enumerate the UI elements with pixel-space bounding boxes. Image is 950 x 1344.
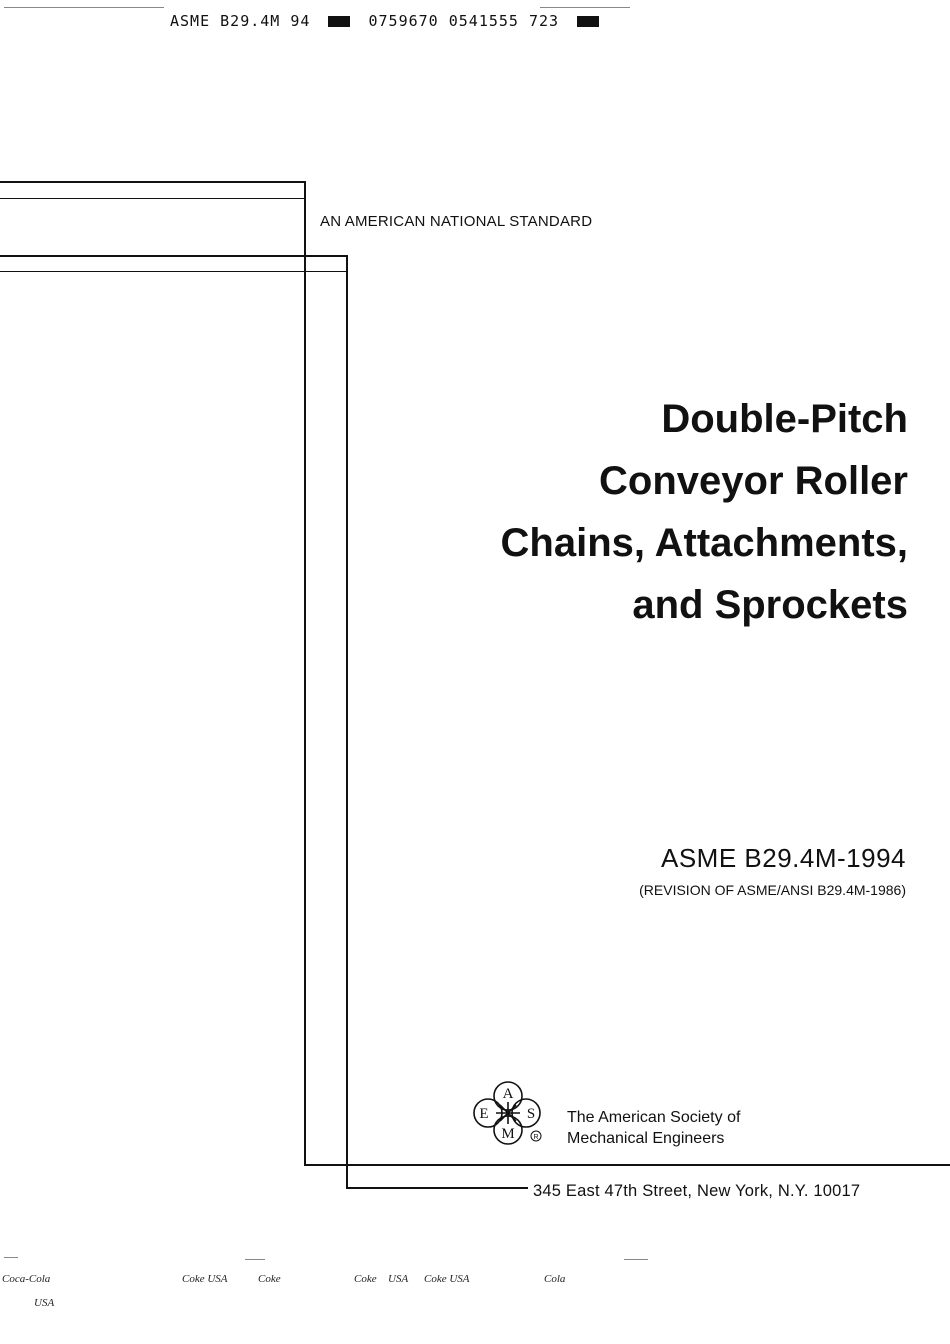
revision-note: (REVISION OF ASME/ANSI B29.4M-1986) bbox=[639, 882, 906, 898]
document-code-header bbox=[170, 12, 607, 30]
publisher-line: The American Society of bbox=[567, 1109, 741, 1126]
redaction-block bbox=[328, 16, 350, 27]
logo-letter: E bbox=[479, 1106, 489, 1122]
title-line: Chains, Attachments, bbox=[500, 521, 908, 565]
scan-mark bbox=[4, 7, 164, 8]
footer-item: Cola bbox=[544, 1273, 566, 1285]
document-title bbox=[348, 388, 908, 636]
document-number: ASME B29.4M-1994 bbox=[660, 843, 906, 873]
publisher-line: Mechanical Engineers bbox=[567, 1130, 725, 1147]
redaction-block bbox=[577, 16, 599, 27]
scan-mark bbox=[624, 1259, 648, 1260]
footer-item: USA bbox=[34, 1297, 55, 1309]
series-label: AN AMERICAN NATIONAL STANDARD bbox=[320, 213, 593, 230]
footer-item: Coca-Cola bbox=[2, 1273, 51, 1285]
footer-item: Coke USA bbox=[424, 1273, 470, 1285]
logo-letter: M bbox=[501, 1126, 515, 1142]
publisher-name bbox=[567, 1107, 740, 1149]
frame-line bbox=[0, 255, 348, 257]
frame-line bbox=[0, 198, 304, 199]
title-line: Conveyor Roller bbox=[599, 459, 908, 503]
scan-mark bbox=[540, 7, 630, 8]
svg-text:R: R bbox=[533, 1134, 539, 1141]
logo-letter: S bbox=[526, 1106, 536, 1122]
publisher-address: 345 East 47th Street, New York, N.Y. 10017 bbox=[533, 1182, 861, 1200]
frame-line bbox=[0, 271, 346, 272]
frame-line bbox=[346, 1187, 528, 1189]
footer-item: Coke USA bbox=[182, 1273, 228, 1285]
document-code-left: ASME B29.4M 94 bbox=[170, 12, 311, 30]
frame-line bbox=[304, 1164, 950, 1166]
footer-item: USA bbox=[388, 1273, 409, 1285]
frame-line bbox=[304, 181, 306, 1165]
frame-line bbox=[0, 181, 306, 183]
title-line: Double-Pitch bbox=[661, 397, 908, 441]
logo-letter: A bbox=[502, 1086, 514, 1102]
title-line: and Sprockets bbox=[632, 583, 908, 627]
scan-mark bbox=[245, 1259, 265, 1260]
scan-mark bbox=[4, 1257, 18, 1258]
asme-seal-icon bbox=[470, 1078, 550, 1155]
footer-item: Coke bbox=[258, 1273, 281, 1285]
document-code-right: 0759670 0541555 723 bbox=[368, 12, 560, 30]
footer-item: Coke bbox=[354, 1273, 377, 1285]
